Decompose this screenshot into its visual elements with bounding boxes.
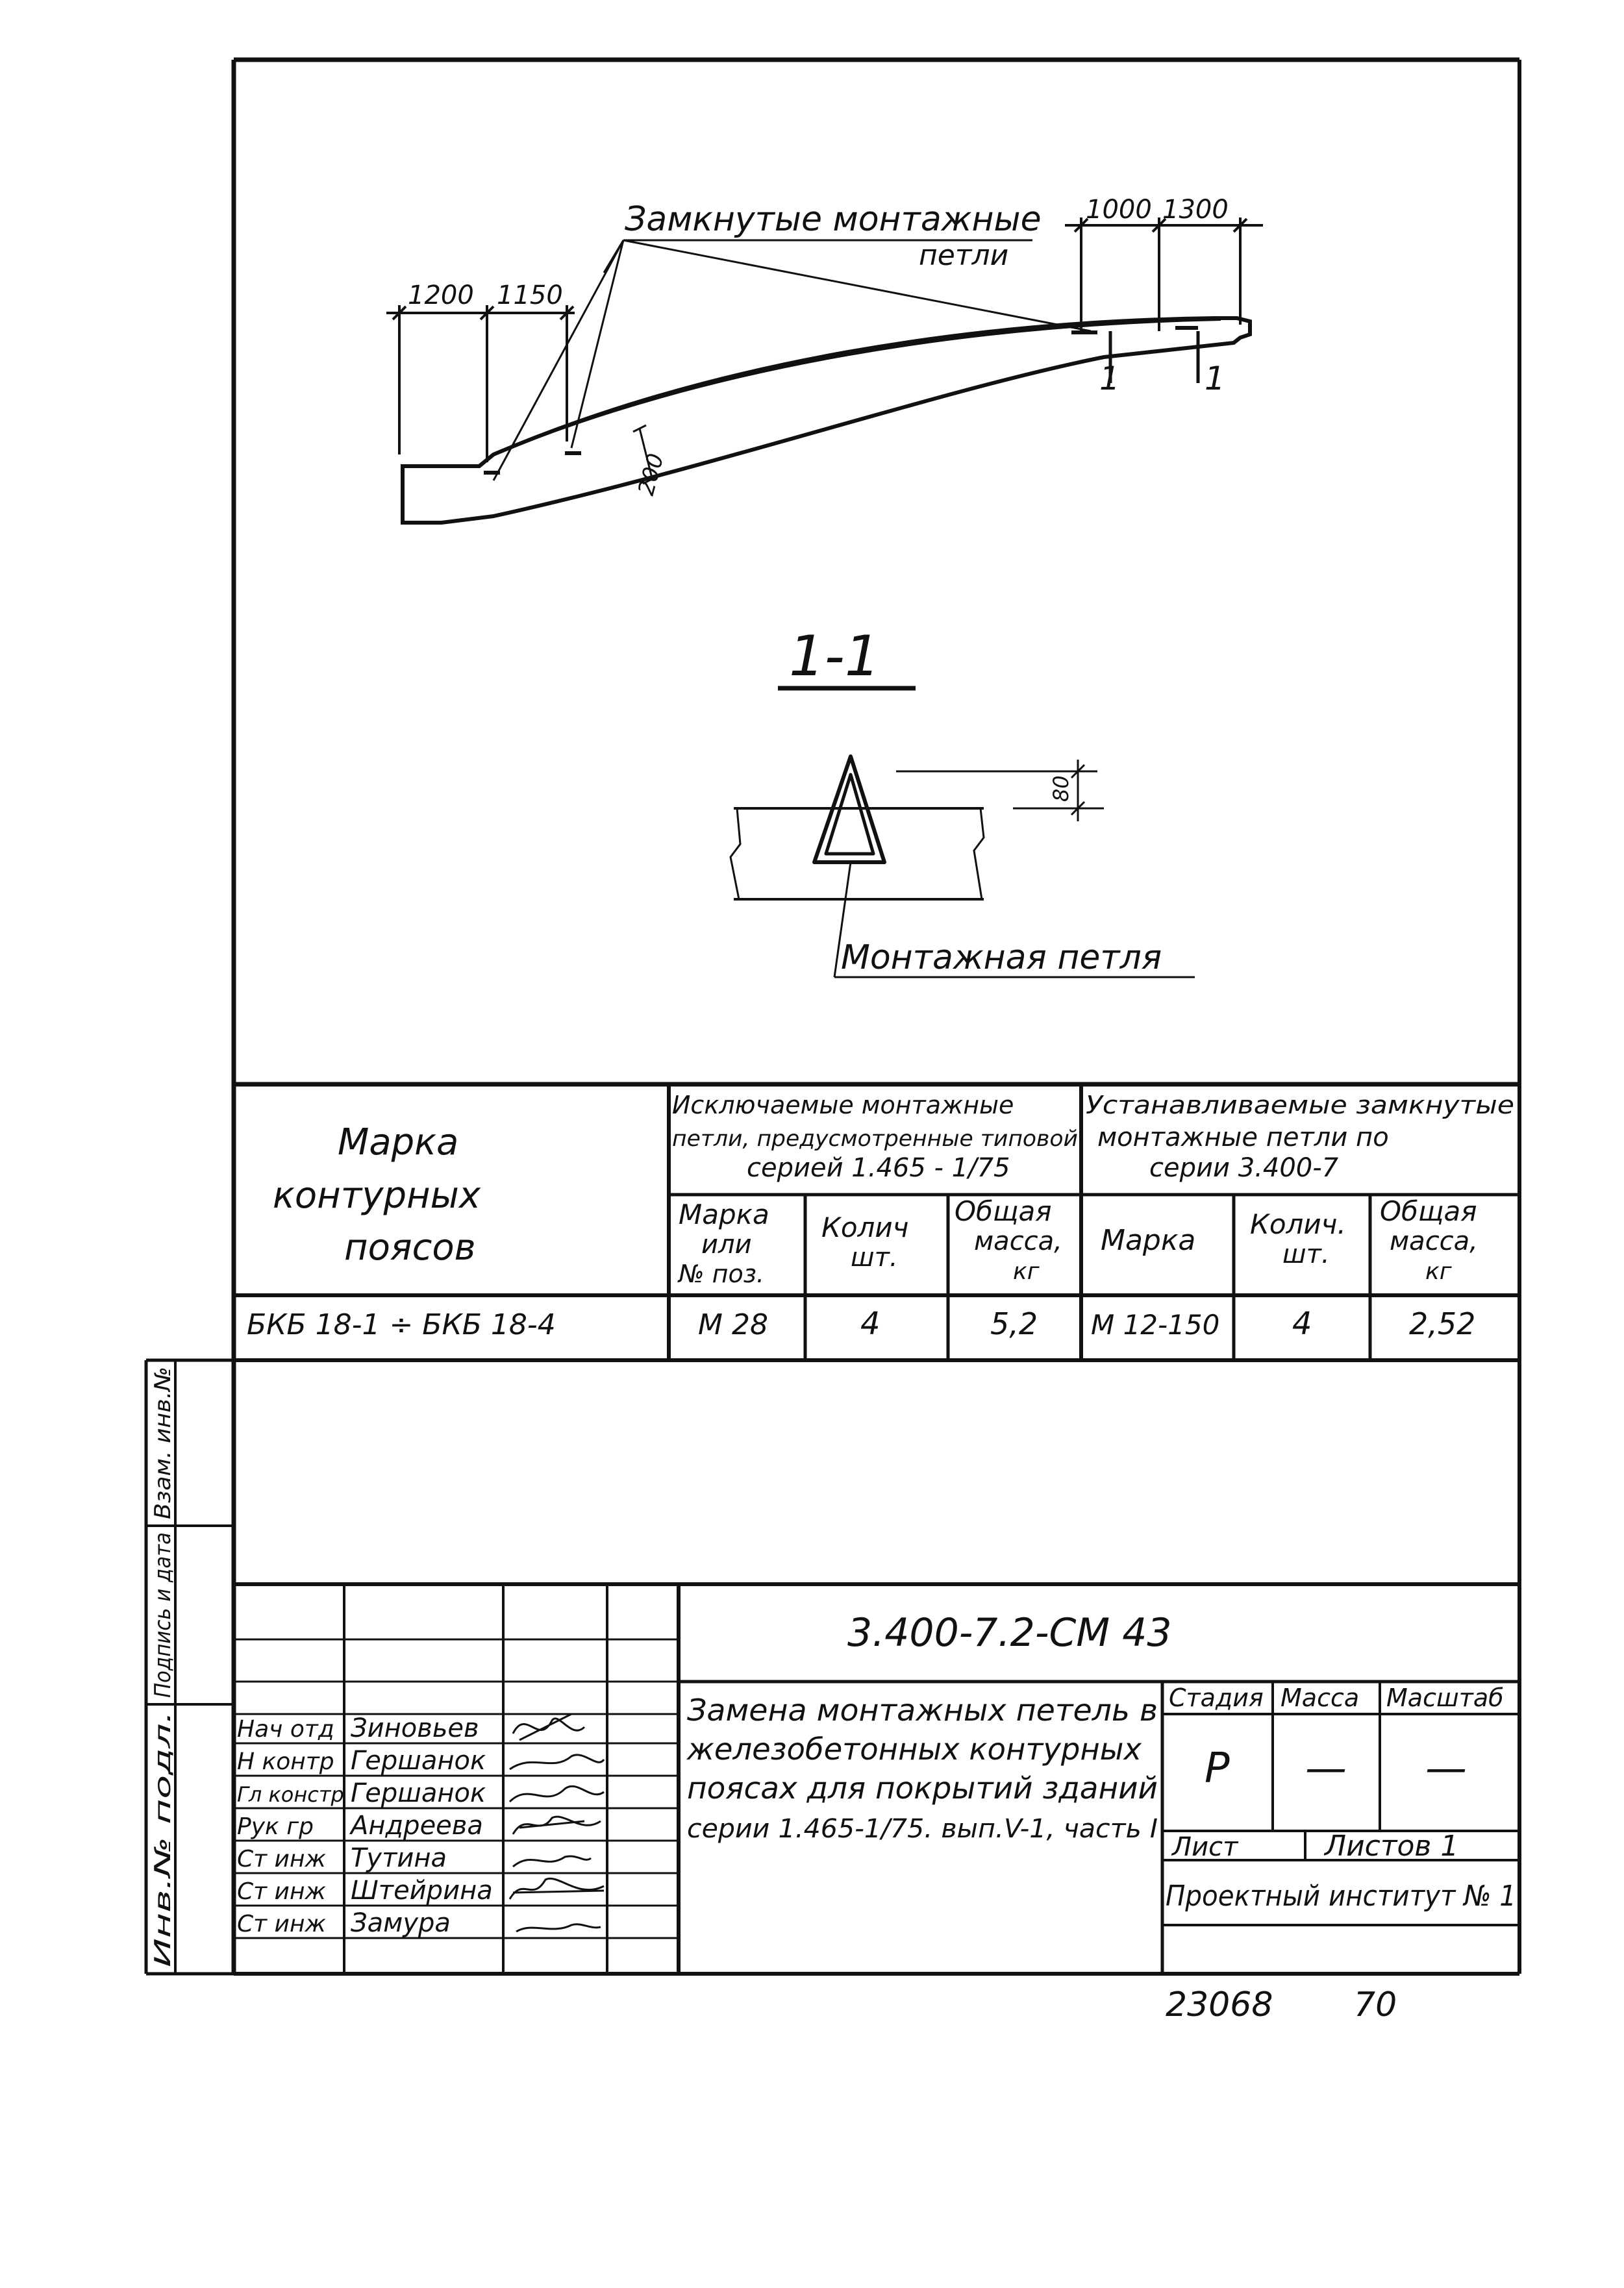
group-installed-heading-3: серии 3.400-7 xyxy=(1149,1153,1339,1183)
staff-name-6: Штейрина xyxy=(351,1876,493,1906)
row-old-mass: 5,2 xyxy=(990,1306,1038,1341)
col-mark-heading: Марка xyxy=(338,1121,459,1163)
margin-vzam: Взам. инв.№ xyxy=(150,1376,176,1519)
group-excluded-heading: Исключаемые монтажные xyxy=(672,1091,1014,1119)
row-new-mass: 2,52 xyxy=(1409,1306,1476,1341)
mass-label: Масса xyxy=(1280,1684,1360,1712)
sub-new-mass-2: масса, xyxy=(1390,1226,1478,1256)
sub-mark-3: № поз. xyxy=(679,1260,764,1288)
callout-closed-loops: Замкнутые монтажные xyxy=(625,200,1042,239)
staff-role-3: Гл констр xyxy=(237,1782,344,1807)
group-installed-heading-2: монтажные петли по xyxy=(1097,1123,1389,1152)
dim-80: 80 xyxy=(1049,775,1073,802)
sub-new-mass-3: кг xyxy=(1425,1258,1452,1285)
margin-labels xyxy=(150,1367,176,1967)
sub-mark-2: или xyxy=(701,1230,752,1260)
staff-role-4: Рук гр xyxy=(237,1813,314,1840)
sub-new-qty-2: шт. xyxy=(1282,1239,1330,1269)
stage-value: Р xyxy=(1205,1745,1230,1793)
scale-value: — xyxy=(1425,1745,1467,1793)
group-installed-heading: Устанавливаемые замкнутые xyxy=(1086,1091,1514,1119)
sub-new-mark: Марка xyxy=(1101,1224,1196,1257)
designation: 3.400-7.2-СМ 43 xyxy=(847,1610,1172,1656)
staff-role-6: Ст инж xyxy=(237,1878,326,1905)
mass-value: — xyxy=(1305,1745,1347,1793)
sheets-label: Листов 1 xyxy=(1325,1830,1459,1863)
doc-title: Замена монтажных петель в xyxy=(687,1693,1158,1728)
sub-mass-2: масса, xyxy=(974,1226,1062,1256)
staff-name-2: Гершанок xyxy=(351,1746,486,1776)
staff-name-1: Зиновьев xyxy=(351,1713,479,1743)
sub-qty-2: шт. xyxy=(851,1243,898,1273)
row-old-mark: М 28 xyxy=(698,1308,768,1341)
staff-name-7: Замура xyxy=(351,1908,451,1938)
scale-label: Масштаб xyxy=(1386,1684,1504,1712)
dim-200: 200 xyxy=(633,451,669,499)
margin-inv: Инв.№ подл. xyxy=(150,1822,176,1967)
doc-title-2: железобетонных контурных xyxy=(686,1732,1142,1767)
sub-mass: Общая xyxy=(955,1195,1052,1227)
staff-role-7: Ст инж xyxy=(237,1911,326,1937)
callout-closed-loops-2: петли xyxy=(919,239,1009,272)
sub-new-mass: Общая xyxy=(1380,1195,1477,1227)
sub-qty: Колич xyxy=(821,1212,909,1243)
dim-1300: 1300 xyxy=(1162,195,1229,225)
staff-role-5: Ст инж xyxy=(237,1846,326,1872)
sub-mark: Марка xyxy=(679,1199,769,1230)
section-mark-right: 1 xyxy=(1205,360,1225,397)
staff-role-2: Н контр xyxy=(237,1748,334,1775)
col-mark-heading-3: поясов xyxy=(344,1226,476,1269)
dim-1150: 1150 xyxy=(497,280,563,310)
section-title: 1-1 xyxy=(789,624,881,689)
staff-name-5: Тутина xyxy=(351,1843,447,1873)
col-mark-heading-2: контурных xyxy=(273,1175,481,1217)
staff-role-1: Нач отд xyxy=(237,1716,334,1743)
footer-page: 70 xyxy=(1354,1985,1397,2024)
staff-name-3: Гершанок xyxy=(351,1778,486,1808)
sheet-label: Лист xyxy=(1172,1832,1238,1862)
group-excluded-heading-2: петли, предусмотренные типовой xyxy=(672,1126,1078,1152)
group-excluded-heading-3: серией 1.465 - 1/75 xyxy=(747,1153,1010,1183)
row-old-qty: 4 xyxy=(860,1306,881,1342)
row-new-qty: 4 xyxy=(1292,1306,1312,1342)
dim-1000: 1000 xyxy=(1086,195,1152,225)
staff-name-4: Андреева xyxy=(351,1811,483,1841)
institute: Проектный институт № 1 xyxy=(1166,1880,1516,1913)
dim-1200: 1200 xyxy=(408,280,474,310)
loop-label: Монтажная петля xyxy=(841,938,1162,977)
row-belt-mark: БКБ 18-1 ÷ БКБ 18-4 xyxy=(247,1308,556,1341)
sub-new-qty: Колич. xyxy=(1250,1208,1346,1240)
footer-code: 23068 xyxy=(1166,1985,1273,2024)
stage-label: Стадия xyxy=(1169,1684,1264,1712)
row-new-mark: М 12-150 xyxy=(1091,1309,1220,1341)
section-mark-left: 1 xyxy=(1099,360,1120,397)
doc-title-4: серии 1.465-1/75. вып.V-1, часть I xyxy=(687,1814,1158,1844)
sub-mass-3: кг xyxy=(1013,1258,1040,1285)
margin-podpis: Подпись и дата xyxy=(150,1515,176,1698)
doc-title-3: поясах для покрытий зданий xyxy=(687,1771,1158,1806)
